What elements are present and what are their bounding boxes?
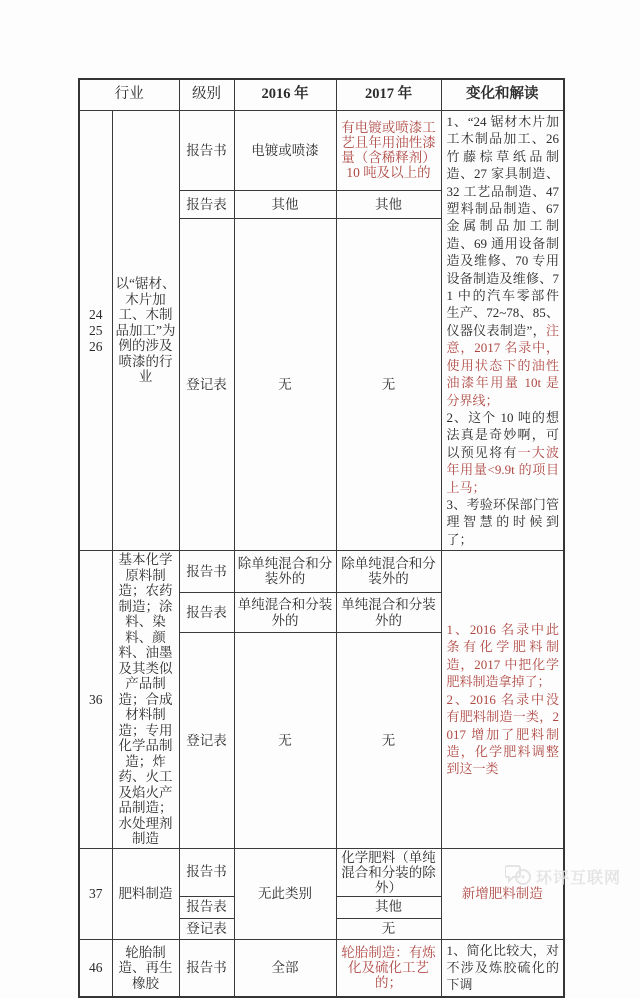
b2-code-cell: 36: [79, 551, 112, 849]
b3-report-book-level: 报告书: [179, 848, 234, 896]
b1-code-24: 24: [89, 306, 103, 322]
b4-report-book-2017: 轮胎制造：有炼化及硫化工艺的；: [336, 939, 441, 997]
b1-register-form-level: 登记表: [179, 218, 234, 550]
b1-code-cell: [79, 111, 112, 551]
header-interpretation: 变化和解读: [441, 79, 564, 111]
b1-report-form-2017: 其他: [336, 190, 441, 218]
b1-report-book-level: 报告书: [179, 111, 234, 191]
b1-report-book-2016: 电镀或喷漆: [234, 111, 336, 191]
b1-report-book-2017: 有电镀或喷漆工艺且年用油性漆量（含稀释剂）10 吨及以上的: [336, 111, 441, 191]
b4-industry-cell: 轮胎制造、再生橡胶: [112, 939, 179, 997]
b2-register-form-level: 登记表: [179, 633, 234, 848]
b1-industry-cell: 以“锯材、木片加工、木制品加工”为例的涉及喷漆的行业: [112, 111, 179, 551]
b3-report-form-level: 报告表: [179, 896, 234, 918]
b3-register-form-2017: 无: [336, 918, 441, 939]
table-row: [79, 111, 564, 191]
b1-interp-para3: [447, 496, 560, 548]
header-level: 级别: [179, 79, 234, 111]
b1-interp-p3-black: 3、考验环保部门管理智慧的时候到了；: [446, 496, 559, 547]
watermark-logo-icon: [505, 862, 532, 891]
b1-interp-para2: [447, 409, 560, 496]
b1-report-form-2016: 其他: [234, 190, 336, 218]
b4-report-book-level: 报告书: [179, 939, 234, 997]
watermark: [505, 862, 621, 891]
b3-2016-merged-cell: 无此类别: [234, 848, 336, 939]
b3-register-form-level: 登记表: [179, 918, 234, 939]
b2-report-book-2016: 除单纯混合和分装外的: [234, 551, 336, 593]
b2-report-book-level: 报告书: [179, 551, 234, 593]
b3-code-cell: 37: [79, 848, 112, 939]
watermark-text: 环评互联网: [536, 870, 622, 887]
b1-interpretation-cell: [441, 111, 564, 551]
b2-report-form-2017: 单纯混合和分装外的: [336, 592, 441, 633]
header-2016: 2016 年: [234, 79, 336, 111]
b1-interp-p1-red: 注意，2017 名录中，使用状态下的油性油漆年用量 10t 是分界线；: [446, 322, 559, 408]
b2-interp-para1: 1、2016 名录中此条有化学肥料制造，2017 中把化学肥料制造拿掉了；: [446, 622, 559, 690]
b3-interpretation-cell: 新增肥料制造: [441, 848, 564, 939]
b3-industry-cell: 肥料制造: [112, 848, 179, 939]
header-industry: 行业: [79, 79, 179, 111]
table-row: [79, 848, 564, 896]
b4-report-book-2016: 全部: [234, 939, 336, 997]
b4-interpretation-cell: 1、简化比较大，对不涉及炼胶硫化的下调: [441, 939, 564, 997]
b1-code-25: 25: [89, 322, 103, 338]
industry-comparison-table: [78, 78, 565, 998]
b3-report-form-2017: 其他: [336, 896, 441, 918]
b2-report-form-level: 报告表: [179, 592, 234, 633]
b2-register-form-2016: 无: [234, 633, 336, 848]
b1-register-form-2016: 无: [234, 218, 336, 550]
b2-industry-cell: 基本化学原料制造；农药制造；涂料、染料、颜料、油墨及其类似产品制造；合成材料制造；专用化学品制造；炸药、火工及焰火产品制造；水处理剂制造: [112, 551, 179, 849]
b2-report-form-2016: 单纯混合和分装外的: [234, 592, 336, 633]
table-row: [79, 551, 564, 593]
b2-interpretation-cell: [441, 551, 564, 849]
b1-interp-p2-black: 2、这个 10 吨的想法真是奇妙啊，可以预见将有: [446, 409, 559, 460]
b2-register-form-2017: 无: [336, 633, 441, 848]
b2-report-book-2017: 除单纯混合和分装外的: [336, 551, 441, 593]
b1-interp-p2-red: 一大波年用量<9.9t 的项目上马；: [446, 444, 559, 495]
b2-interp-para2: 2、2016 名录中没有肥料制造一类，2017 增加了肥料制造，化学肥料调整到这一类: [446, 691, 559, 777]
header-2017: 2017 年: [336, 79, 441, 111]
b1-interp-para1: [447, 113, 560, 409]
b1-report-form-level: 报告表: [179, 190, 234, 218]
table-header-row: [79, 79, 564, 111]
b1-code-26: 26: [89, 338, 103, 354]
b1-interp-p1-black: 1、“24 锯材木片加工木制品加工、26 竹藤棕草纸品制造、27 家具制造、32 工艺品制造、47 塑料制品制造、67 金属制品加工制造、69 通用设备制造及维修、70 专用设备制造及维修、71 中的汽车零部件生产、72~78、85、仪器仪表制造”，: [446, 114, 559, 338]
b4-code-cell: 46: [79, 939, 112, 997]
b1-register-form-2017: 无: [336, 218, 441, 550]
table-row: [79, 939, 564, 997]
b3-report-book-2017: 化学肥料（单纯混合和分装的除外）: [336, 848, 441, 896]
